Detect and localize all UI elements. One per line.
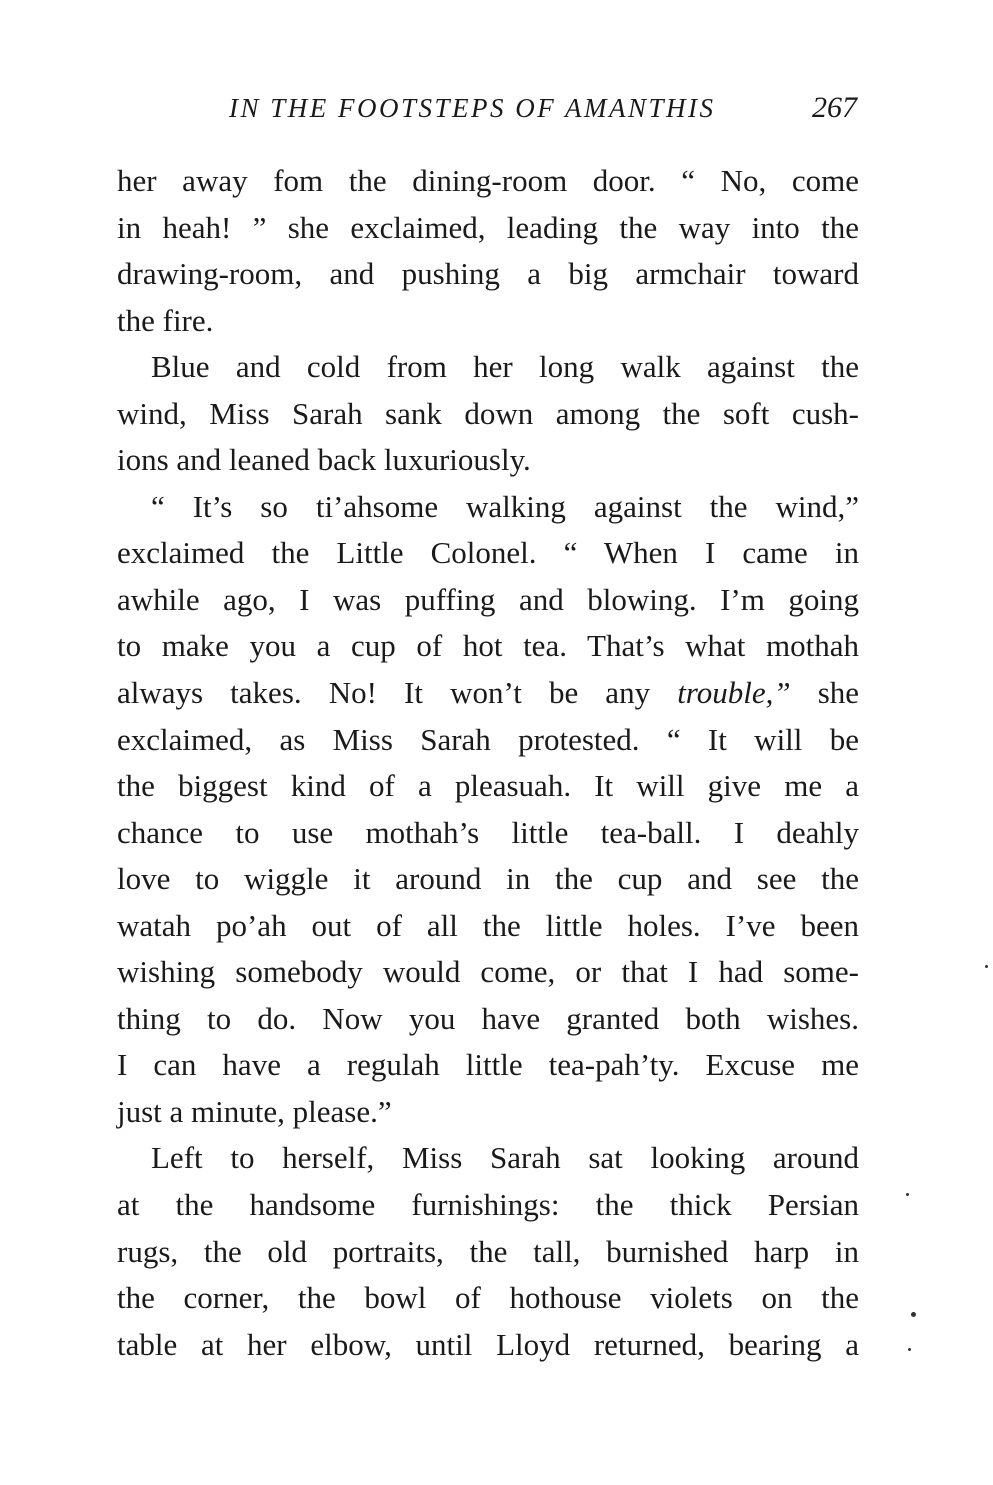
text-line: rugs, the old portraits, the tall, burnished harp in	[117, 1233, 859, 1269]
text-line: table at her elbow, until Lloyd returned, bearing a	[117, 1326, 859, 1362]
text-segment: she	[817, 675, 860, 711]
text-line: chance to use mothah’s little tea-ball. I deahly	[117, 814, 859, 850]
text-line: the biggest kind of a pleasuah. It will give me a	[117, 768, 859, 804]
text-line: the fire.	[117, 302, 214, 338]
text-line: drawing-room, and pushing a big armchair toward	[117, 256, 859, 292]
text-line: to make you a cup of hot tea. That’s what mothah	[117, 628, 859, 664]
text-line: love to wiggle it around in the cup and see the	[117, 861, 859, 897]
text-line: “ It’s so ti’ahsome walking against the wind,”	[151, 488, 859, 524]
text-line: I can have a regulah little tea-pah’ty. Excuse me	[117, 1047, 859, 1083]
italic-word: trouble,”	[677, 675, 791, 711]
text-line: exclaimed the Little Colonel. “ When I came in	[117, 535, 859, 571]
text-segment: always takes. No! It won’t be any	[117, 675, 651, 711]
text-line: her away fom the dining-room door. “ No, come	[117, 163, 859, 198]
text-line: just a minute, please.”	[117, 1093, 392, 1129]
page-number: 267	[812, 91, 857, 124]
text-line: wishing somebody would come, or that I had some-	[117, 954, 859, 990]
body-text	[117, 158, 859, 1368]
scan-speck	[906, 1193, 909, 1196]
running-title: IN THE FOOTSTEPS OF AMANTHIS	[229, 93, 716, 123]
scan-speck	[985, 965, 988, 968]
text-line: at the handsome furnishings: the thick Persian	[117, 1187, 859, 1223]
scan-speck	[908, 1348, 911, 1351]
text-line: in heah! ” she exclaimed, leading the way into the	[117, 209, 859, 245]
text-line: thing to do. Now you have granted both wishes.	[117, 1000, 859, 1036]
text-line: Blue and cold from her long walk against the	[151, 349, 859, 385]
running-head	[117, 88, 857, 128]
text-line: awhile ago, I was puffing and blowing. I’m going	[117, 581, 859, 617]
text-line: ions and leaned back luxuriously.	[117, 442, 531, 478]
text-line	[117, 670, 859, 717]
text-line: watah po’ah out of all the little holes. I’ve been	[117, 907, 859, 943]
text-line: exclaimed, as Miss Sarah protested. “ It will be	[117, 721, 859, 757]
text-line: Left to herself, Miss Sarah sat looking around	[151, 1140, 859, 1176]
scan-speck	[911, 1312, 916, 1317]
text-line: the corner, the bowl of hothouse violets on the	[117, 1280, 859, 1316]
text-line: wind, Miss Sarah sank down among the soft cush-	[117, 395, 859, 431]
